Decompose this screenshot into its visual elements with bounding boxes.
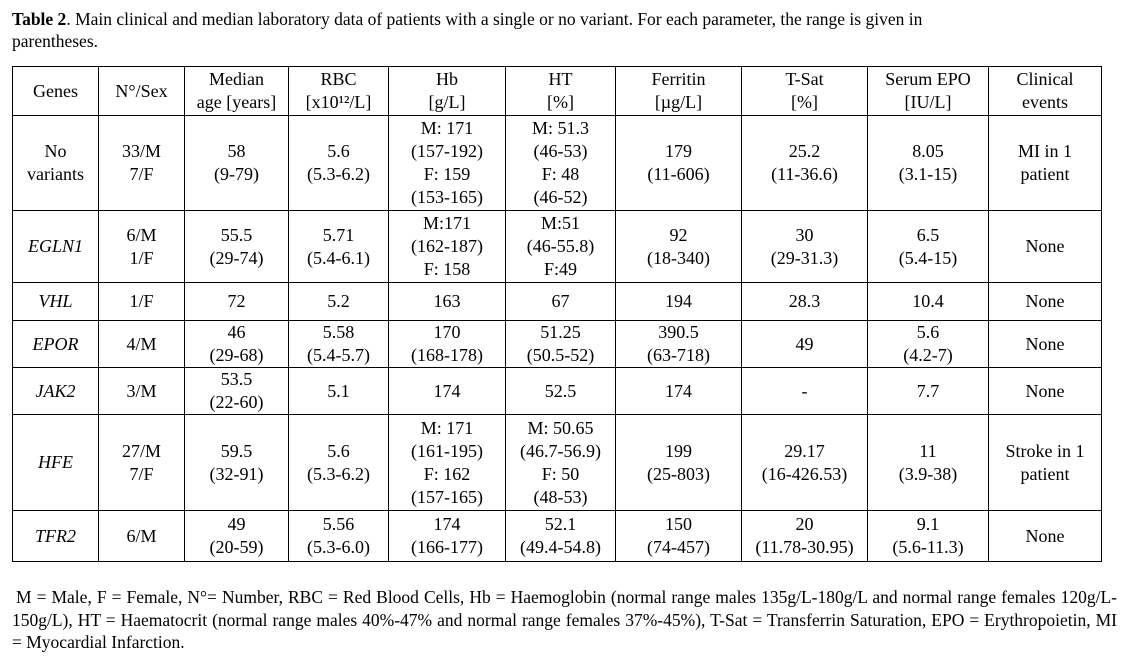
- column-header: [868, 67, 989, 116]
- gene-label: variants: [27, 164, 84, 184]
- cell-line: (29-74): [209, 247, 264, 268]
- cell-line: 51.25: [540, 322, 581, 342]
- column-header-line: Hb: [436, 69, 458, 89]
- column-header-line: [IU/L]: [904, 92, 952, 112]
- table-cell: [506, 211, 616, 283]
- table-cell: [506, 368, 616, 415]
- cell-line: 9.1: [916, 514, 940, 534]
- cell-line: (49.4-54.8): [520, 537, 601, 557]
- cell-line: (11.78-30.95): [755, 537, 854, 557]
- cell-line: 5.6: [327, 440, 350, 461]
- gene-cell: [13, 283, 99, 321]
- column-header-line: [%]: [547, 92, 574, 112]
- gene-label: HFE: [38, 452, 73, 472]
- cell-line: M: 51.3: [531, 118, 589, 138]
- table-cell: [99, 211, 185, 283]
- cell-line: 174: [433, 380, 461, 401]
- column-header-line: age [years]: [196, 92, 277, 112]
- column-header-line: T-Sat: [785, 69, 824, 89]
- table-cell: [99, 511, 185, 562]
- cell-line: 7/F: [129, 463, 154, 484]
- table-cell: [99, 283, 185, 321]
- cell-line: 7/F: [129, 164, 154, 184]
- cell-line: M:171: [422, 213, 471, 233]
- cell-line: (3.9-38): [898, 463, 958, 484]
- table-cell: [616, 321, 742, 368]
- column-header-line: Clinical: [1016, 69, 1074, 89]
- cell-line: F: 48: [541, 164, 580, 184]
- cell-line: M: 171: [420, 417, 474, 438]
- cell-line: 27/M: [121, 440, 161, 461]
- cell-line: 170: [433, 322, 461, 342]
- cell-line: (46-53): [533, 141, 588, 161]
- gene-label: EGLN1: [27, 236, 83, 256]
- caption-text: . Main clinical and median laboratory data of patients with a single or no variant. For each parameter, the range is given in parentheses.: [12, 9, 923, 51]
- cell-line: 7.7: [916, 380, 940, 401]
- column-header-line: [%]: [791, 92, 818, 112]
- cell-line: (5.3-6.2): [307, 164, 370, 184]
- column-header-line: events: [1022, 92, 1068, 112]
- cell-line: 5.1: [327, 380, 350, 401]
- cell-line: (5.6-11.3): [892, 537, 964, 557]
- cell-line: None: [1025, 333, 1065, 354]
- column-header: [389, 67, 506, 116]
- table-cell: [989, 321, 1102, 368]
- gene-label: TFR2: [34, 525, 76, 546]
- table-cell: [289, 283, 389, 321]
- cell-line: 67: [551, 291, 570, 311]
- cell-line: (50.5-52): [526, 345, 595, 365]
- table-row: [13, 211, 1102, 283]
- table-cell: [506, 321, 616, 368]
- cell-line: 52.1: [544, 514, 577, 534]
- gene-cell: [13, 211, 99, 283]
- cell-line: (9-79): [214, 164, 259, 184]
- cell-line: 5.56: [322, 514, 355, 534]
- column-header: [989, 67, 1102, 116]
- table-cell: [616, 511, 742, 562]
- table-cell: [989, 116, 1102, 211]
- table-cell: [506, 283, 616, 321]
- table-cell: [868, 368, 989, 415]
- gene-label: EPOR: [32, 333, 79, 354]
- cell-line: None: [1025, 525, 1065, 546]
- table-cell: [185, 321, 289, 368]
- column-header: [289, 67, 389, 116]
- cell-line: 6/M: [126, 525, 157, 546]
- column-header: [742, 67, 868, 116]
- gene-label: JAK2: [35, 380, 76, 401]
- cell-line: (162-187): [411, 236, 483, 256]
- cell-line: -: [801, 380, 808, 401]
- column-header: [616, 67, 742, 116]
- cell-line: 390.5: [658, 322, 699, 342]
- cell-line: 179: [665, 141, 692, 161]
- table-cell: [616, 283, 742, 321]
- cell-line: 6/M: [126, 224, 157, 245]
- table-cell: [616, 415, 742, 511]
- cell-line: (18-340): [647, 247, 710, 268]
- table-cell: [389, 368, 506, 415]
- table-label: Table 2: [12, 9, 67, 29]
- gene-cell: [13, 511, 99, 562]
- table-row: [13, 511, 1102, 562]
- table-cell: [289, 415, 389, 511]
- table-cell: [185, 116, 289, 211]
- table-row: [13, 415, 1102, 511]
- cell-line: F: 158: [423, 259, 471, 279]
- cell-line: patient: [1020, 164, 1070, 184]
- cell-line: (63-718): [647, 345, 710, 365]
- table-cell: [99, 321, 185, 368]
- cell-line: 30: [795, 224, 814, 245]
- table-cell: [742, 211, 868, 283]
- column-header: [506, 67, 616, 116]
- cell-line: (157-165): [411, 486, 483, 507]
- clinical-data-table: [12, 66, 1102, 562]
- column-header-line: [µg/L]: [654, 92, 703, 112]
- column-header-line: Serum EPO: [885, 69, 971, 89]
- cell-line: (3.1-15): [898, 164, 958, 184]
- cell-line: 46: [227, 322, 246, 342]
- cell-line: None: [1025, 236, 1065, 256]
- cell-line: 92: [669, 224, 688, 245]
- table-cell: [989, 511, 1102, 562]
- table-cell: [289, 368, 389, 415]
- cell-line: 11: [919, 440, 937, 461]
- table-cell: [99, 116, 185, 211]
- table-cell: [868, 415, 989, 511]
- table-cell: [989, 211, 1102, 283]
- table-cell: [289, 321, 389, 368]
- cell-line: 52.5: [544, 380, 577, 401]
- cell-line: (20-59): [209, 537, 264, 557]
- cell-line: 8.05: [912, 141, 944, 161]
- table-body: [13, 116, 1102, 562]
- cell-line: 28.3: [788, 291, 821, 311]
- cell-line: F: 50: [541, 463, 580, 484]
- cell-line: MI in 1: [1018, 141, 1072, 161]
- table-cell: [185, 368, 289, 415]
- cell-line: 53.5: [220, 369, 253, 389]
- cell-line: 5.58: [322, 322, 355, 342]
- table-cell: [742, 511, 868, 562]
- column-header-line: RBC: [320, 69, 357, 89]
- cell-line: (46.7-56.9): [520, 440, 601, 461]
- table-cell: [185, 415, 289, 511]
- gene-cell: [13, 321, 99, 368]
- table-cell: [389, 211, 506, 283]
- table-cell: [185, 283, 289, 321]
- cell-line: 1/F: [129, 291, 154, 311]
- table-cell: [389, 511, 506, 562]
- table-cell: [742, 116, 868, 211]
- table-cell: [506, 116, 616, 211]
- cell-line: (32-91): [209, 463, 264, 484]
- cell-line: 72: [227, 291, 246, 311]
- cell-line: 5.71: [322, 224, 355, 245]
- cell-line: (5.4-5.7): [307, 345, 370, 365]
- cell-line: (5.4-6.1): [307, 247, 370, 268]
- cell-line: 5.2: [327, 291, 350, 311]
- column-header: [13, 67, 99, 116]
- table-row: [13, 321, 1102, 368]
- table-cell: [289, 511, 389, 562]
- cell-line: 49: [795, 333, 814, 354]
- cell-line: Stroke in 1: [1005, 440, 1085, 461]
- table-cell: [506, 415, 616, 511]
- cell-line: F: 162: [423, 463, 471, 484]
- cell-line: M: 50.65: [527, 417, 594, 438]
- cell-line: 174: [665, 380, 692, 401]
- column-header-line: HT: [548, 69, 573, 89]
- cell-line: F:49: [543, 259, 577, 279]
- cell-line: 55.5: [220, 224, 253, 245]
- cell-line: 150: [665, 514, 692, 534]
- column-header-line: [g/L]: [428, 92, 466, 112]
- gene-cell: [13, 415, 99, 511]
- cell-line: F: 159: [423, 164, 471, 184]
- cell-line: (29-31.3): [770, 247, 839, 268]
- gene-label: No: [44, 141, 67, 161]
- cell-line: (29-68): [209, 345, 264, 365]
- cell-line: (5.3-6.0): [307, 537, 370, 557]
- cell-line: 199: [665, 440, 692, 461]
- table-row: [13, 368, 1102, 415]
- column-header-line: [x10¹²/L]: [305, 92, 372, 112]
- cell-line: (48-53): [533, 486, 588, 507]
- cell-line: (168-178): [411, 345, 483, 365]
- table-cell: [742, 368, 868, 415]
- cell-line: (161-195): [411, 440, 483, 461]
- table-cell: [389, 321, 506, 368]
- column-header-line: Median: [209, 69, 264, 89]
- cell-line: None: [1025, 291, 1065, 311]
- cell-line: 3/M: [126, 380, 157, 401]
- table-cell: [99, 368, 185, 415]
- table-cell: [389, 283, 506, 321]
- table-cell: [506, 511, 616, 562]
- column-header-line: Genes: [33, 80, 78, 101]
- column-header-line: Ferritin: [651, 69, 706, 89]
- cell-line: 10.4: [912, 291, 944, 311]
- table-cell: [742, 283, 868, 321]
- column-header: [99, 67, 185, 116]
- cell-line: (153-165): [411, 187, 483, 207]
- cell-line: M:51: [540, 213, 580, 233]
- table-row: [13, 116, 1102, 211]
- gene-cell: [13, 116, 99, 211]
- cell-line: 6.5: [916, 224, 940, 245]
- cell-line: (157-192): [411, 141, 483, 161]
- table-row: [13, 283, 1102, 321]
- cell-line: 33/M: [121, 141, 161, 161]
- cell-line: (5.3-6.2): [307, 463, 370, 484]
- table-cell: [616, 368, 742, 415]
- table-cell: [389, 415, 506, 511]
- cell-line: (4.2-7): [903, 345, 953, 365]
- table-cell: [185, 211, 289, 283]
- cell-line: 174: [433, 514, 461, 534]
- table-cell: [742, 321, 868, 368]
- cell-line: (166-177): [411, 537, 483, 557]
- cell-line: 59.5: [220, 440, 253, 461]
- table-cell: [616, 116, 742, 211]
- table-cell: [868, 211, 989, 283]
- table-cell: [289, 116, 389, 211]
- column-header: [185, 67, 289, 116]
- table-header-row: [13, 67, 1102, 116]
- cell-line: (46-55.8): [526, 236, 595, 256]
- cell-line: 20: [795, 514, 814, 534]
- table-cell: [989, 283, 1102, 321]
- cell-line: 49: [227, 514, 246, 534]
- table-footnote: M = Male, F = Female, N°= Number, RBC = Red Blood Cells, Hb = Haemoglobin (normal range males 135g/L-180g/L and normal range females 120g/L-150g/L), HT = Haematocrit (normal range males 40%-47% and normal range females 37%-45%), T-Sat = Transferrin Saturation, EPO = Erythropoietin, MI = Myocardial Infarction.: [12, 587, 1117, 652]
- cell-line: (74-457): [647, 537, 710, 557]
- cell-line: 194: [665, 291, 692, 311]
- cell-line: patient: [1020, 463, 1070, 484]
- table-cell: [389, 116, 506, 211]
- cell-line: (16-426.53): [761, 463, 848, 484]
- cell-line: 29.17: [784, 440, 825, 461]
- cell-line: (22-60): [209, 392, 264, 412]
- column-header-line: N°/Sex: [115, 80, 168, 101]
- gene-cell: [13, 368, 99, 415]
- table-cell: [868, 511, 989, 562]
- table-cell: [989, 368, 1102, 415]
- table-cell: [868, 116, 989, 211]
- cell-line: (5.4-15): [898, 247, 958, 268]
- cell-line: 58: [227, 141, 246, 161]
- cell-line: (46-52): [533, 187, 588, 207]
- cell-line: 4/M: [126, 333, 157, 354]
- cell-line: 163: [433, 291, 461, 311]
- cell-line: M: 171: [420, 118, 474, 138]
- cell-line: 5.6: [327, 141, 350, 161]
- cell-line: 1/F: [129, 247, 154, 268]
- cell-line: (11-606): [647, 164, 710, 184]
- cell-line: (25-803): [647, 463, 710, 484]
- table-caption: [12, 8, 1012, 52]
- table-cell: [616, 211, 742, 283]
- table-cell: [185, 511, 289, 562]
- table-cell: [868, 321, 989, 368]
- cell-line: 5.6: [916, 322, 940, 342]
- cell-line: 25.2: [788, 141, 821, 161]
- cell-line: (11-36.6): [771, 164, 838, 184]
- gene-label: VHL: [38, 291, 73, 311]
- table-cell: [742, 415, 868, 511]
- table-cell: [868, 283, 989, 321]
- table-cell: [989, 415, 1102, 511]
- table-cell: [289, 211, 389, 283]
- cell-line: None: [1025, 380, 1065, 401]
- table-cell: [99, 415, 185, 511]
